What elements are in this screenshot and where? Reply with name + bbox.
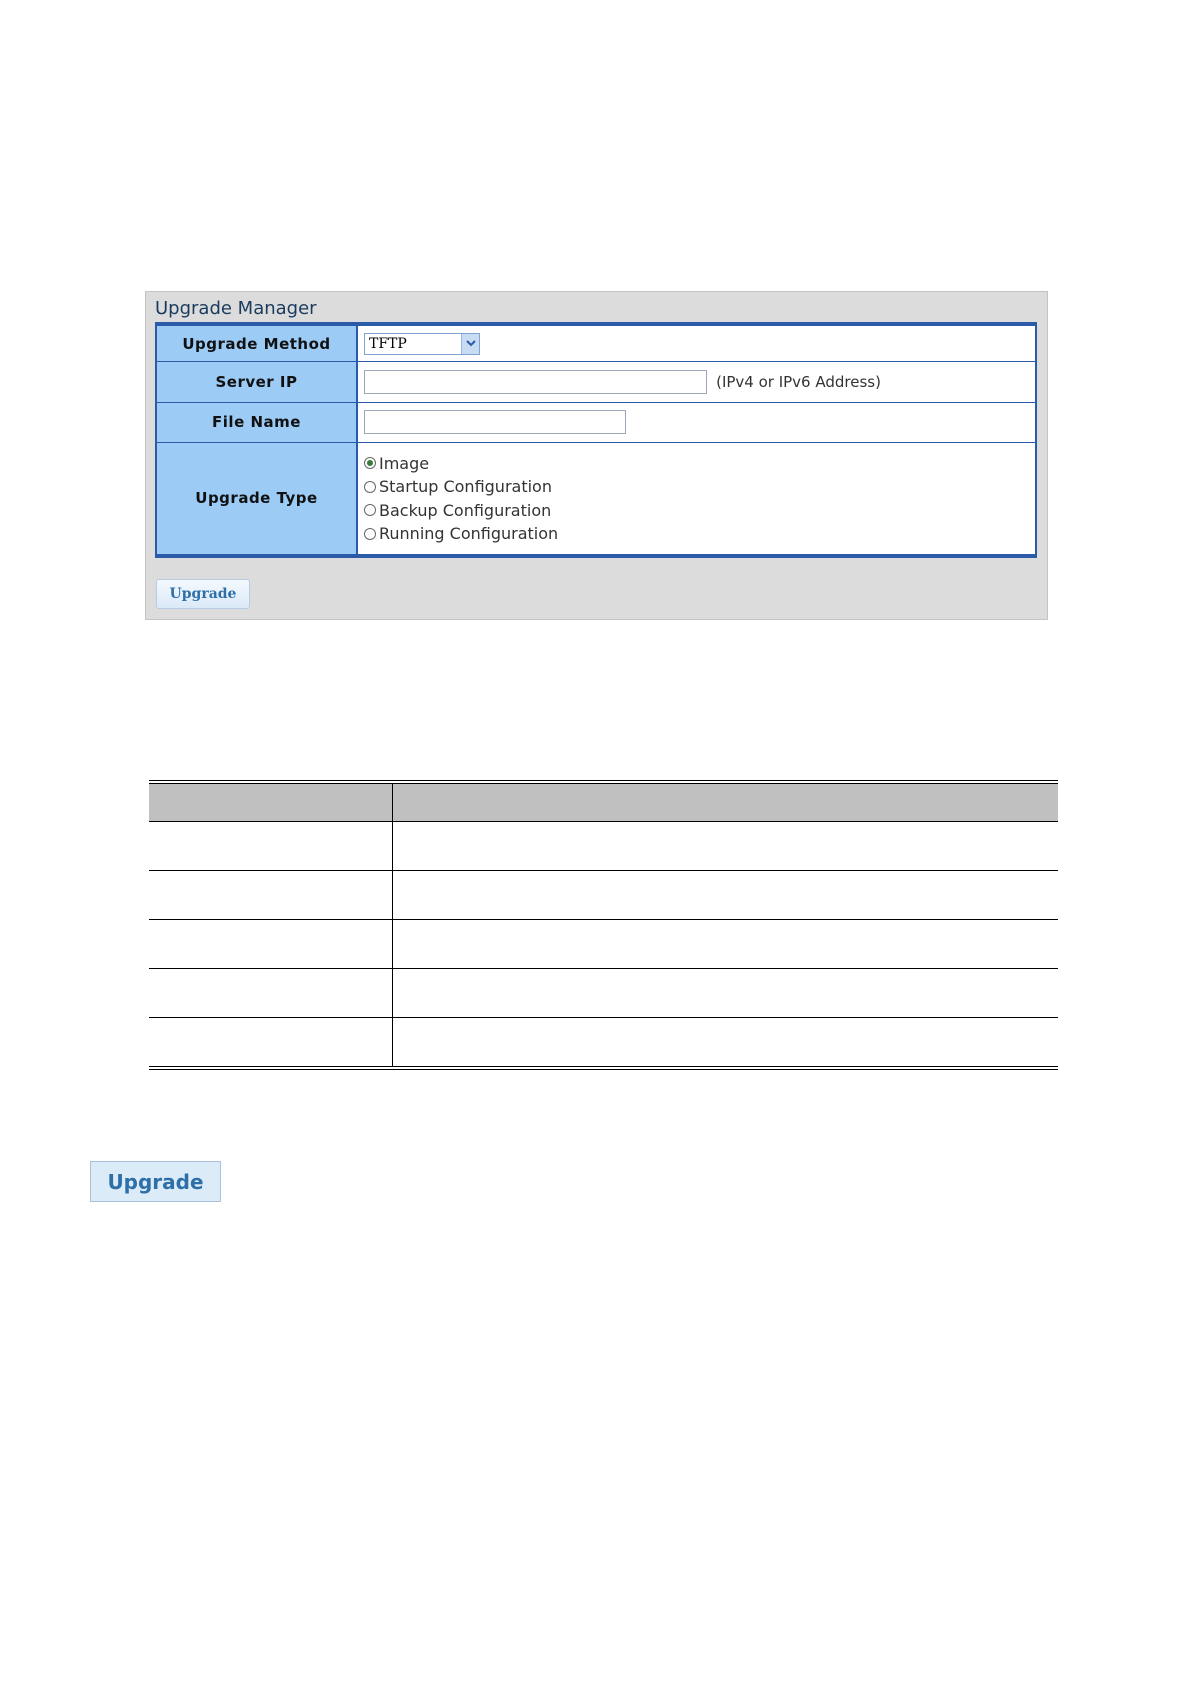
radio-label-running-configuration: Running Configuration [379,524,559,544]
table-cell [393,969,1059,1018]
table-row [149,920,1058,969]
upgrade-type-label: Upgrade Type [156,442,357,556]
table-header-cell [393,784,1059,822]
table-cell [149,920,393,969]
table-header-row [149,784,1058,822]
upgrade-type-cell [357,442,1036,556]
table-row [149,969,1058,1018]
standalone-upgrade-button[interactable]: Upgrade [90,1161,221,1202]
radio-button-startup-configuration[interactable] [364,481,376,493]
server-ip-cell [357,362,1036,402]
table-cell [393,920,1059,969]
radio-option-image[interactable] [364,451,1035,475]
upgrade-method-label: Upgrade Method [156,324,357,362]
upgrade-manager-panel [145,291,1048,620]
upgrade-method-cell [357,324,1036,362]
radio-label-startup-configuration: Startup Configuration [379,477,552,497]
chevron-down-icon[interactable] [461,334,479,354]
table-header-cell [149,784,393,822]
table-row [149,1018,1058,1067]
upgrade-method-select[interactable] [364,333,480,355]
radio-button-image[interactable] [364,457,376,469]
upgrade-form-table [155,322,1037,558]
upgrade-type-row [156,442,1036,556]
table-cell [149,1018,393,1067]
radio-label-image: Image [379,453,430,473]
upgrade-button[interactable]: Upgrade [156,579,250,609]
table-cell [393,822,1059,871]
server-ip-input[interactable] [364,370,707,394]
radio-option-running-configuration[interactable] [364,522,1035,546]
file-name-cell [357,402,1036,442]
table-cell [393,871,1059,920]
description-table [149,784,1058,1066]
radio-label-backup-configuration: Backup Configuration [379,500,552,520]
upgrade-method-value: TFTP [369,335,407,352]
radio-option-backup-configuration[interactable] [364,498,1035,522]
panel-title: Upgrade Manager [155,298,317,319]
table-cell [149,871,393,920]
description-table-wrapper [149,780,1058,1070]
server-ip-row [156,362,1036,402]
table-row [149,871,1058,920]
table-cell [393,1018,1059,1067]
radio-option-startup-configuration[interactable] [364,475,1035,499]
file-name-label: File Name [156,402,357,442]
file-name-input[interactable] [364,410,626,434]
table-cell [149,969,393,1018]
table-cell [149,822,393,871]
table-row [149,822,1058,871]
radio-button-running-configuration[interactable] [364,528,376,540]
server-ip-hint: (IPv4 or IPv6 Address) [716,372,881,391]
file-name-row [156,402,1036,442]
radio-button-backup-configuration[interactable] [364,504,376,516]
upgrade-method-row [156,324,1036,362]
server-ip-label: Server IP [156,362,357,402]
